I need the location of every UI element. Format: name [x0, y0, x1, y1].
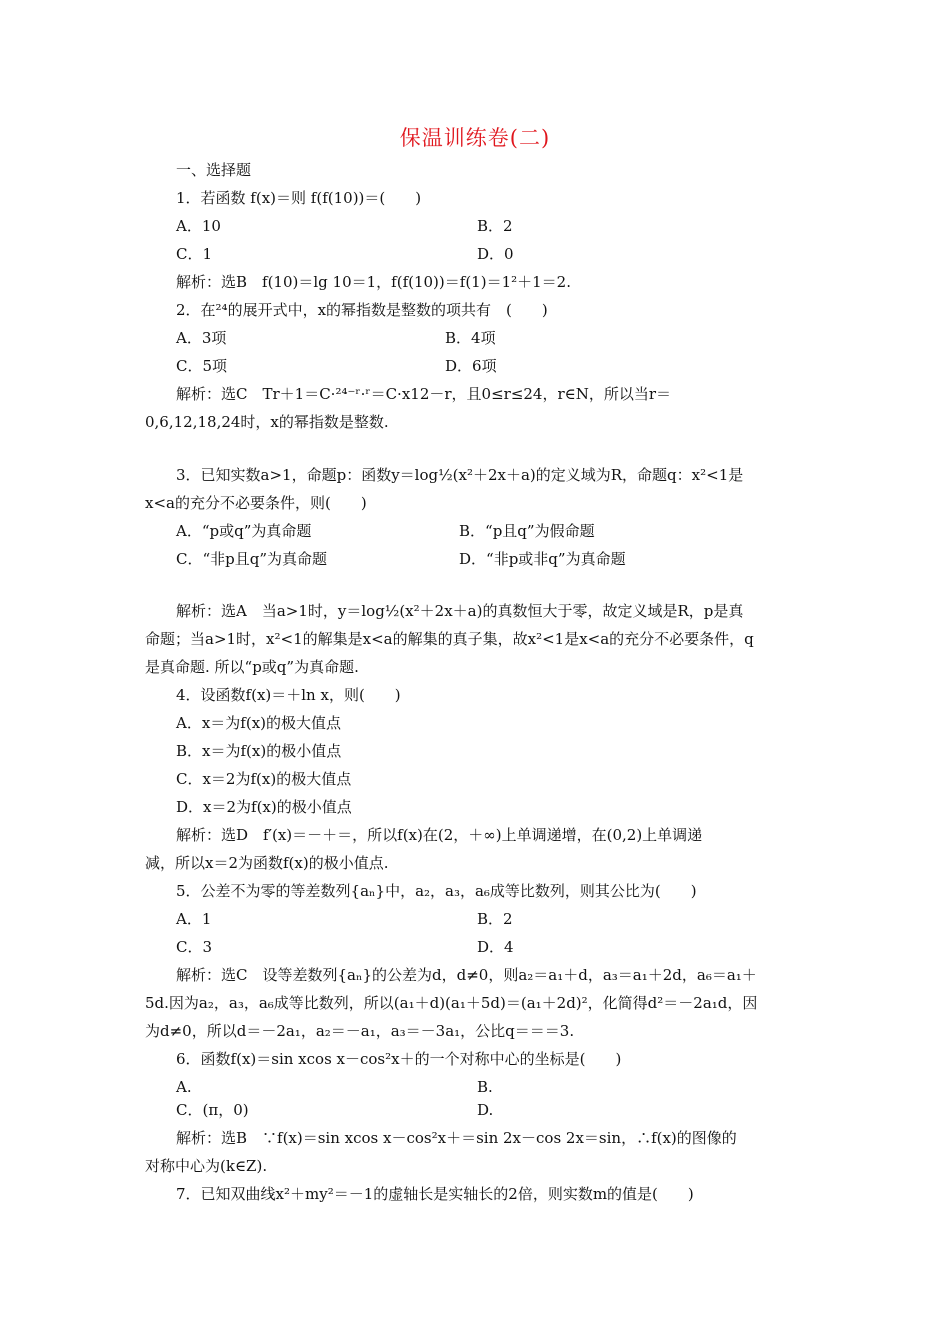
- q5-solution-line1: 解析：选C 设等差数列{aₙ}的公差为d，d≠0，则a₂＝a₁＋d，a₃＝a₁＋2d，a₆＝a₁＋: [176, 966, 757, 984]
- q4-option-a: A．x＝为f(x)的极大值点: [176, 714, 342, 732]
- q2-option-c: C．5项: [176, 357, 228, 375]
- q6-solution-line1: 解析：选B ∵f(x)＝sin xcos x－cos²x＋＝sin 2x－cos 2x＝sin，∴f(x)的图像的: [176, 1129, 737, 1147]
- q4-solution-line1: 解析：选D f′(x)＝－＋＝，所以f(x)在(2，＋∞)上单调递增，在(0,2)上单调递: [176, 826, 703, 844]
- q3-option-b: B．“p且q”为假命题: [459, 522, 595, 540]
- q3-solution-line2: 命题；当a>1时，x²<1的解集是x<a的解集的真子集，故x²<1是x<a的充分不必要条件，q: [145, 630, 754, 648]
- q2-option-b: B．4项: [445, 329, 496, 347]
- q6-option-d: D.: [477, 1101, 494, 1119]
- section-heading: 一、选择题: [176, 161, 252, 179]
- q5-option-a: A．1: [176, 910, 212, 928]
- q5-solution-line2: 5d.因为a₂，a₃，a₆成等比数列，所以(a₁＋d)(a₁＋5d)＝(a₁＋2d)²，化简得d²＝－2a₁d，因: [145, 994, 758, 1012]
- q5-stem: 5．公差不为零的等差数列{aₙ}中，a₂，a₃，a₆成等比数列，则其公比为( ): [176, 882, 697, 900]
- q4-solution-line2: 减，所以x＝2为函数f(x)的极小值点.: [145, 854, 389, 872]
- q1-solution: 解析：选B f(10)＝lg 10＝1，f(f(10))＝f(1)＝1²＋1＝2.: [176, 273, 571, 291]
- q6-solution-line2: 对称中心为(k∈Z).: [145, 1157, 268, 1175]
- q1-stem: 1．若函数 f(x)＝则 f(f(10))＝( ): [176, 189, 422, 207]
- q3-stem-line1: 3．已知实数a>1，命题p：函数y＝log½(x²＋2x＋a)的定义域为R，命题q：x²<1是: [176, 466, 744, 484]
- q1-option-a: A．10: [176, 217, 221, 235]
- q1-option-d: D．0: [477, 245, 514, 263]
- page-title: 保温训练卷(二): [399, 126, 551, 150]
- q3-option-d: D．“非p或非q”为真命题: [459, 550, 626, 568]
- q2-solution-line2: 0,6,12,18,24时，x的幂指数是整数.: [145, 413, 389, 431]
- q5-option-d: D．4: [477, 938, 514, 956]
- q6-option-b: B.: [477, 1078, 493, 1096]
- q4-option-c: C．x＝2为f(x)的极大值点: [176, 770, 352, 788]
- q4-stem: 4．设函数f(x)＝＋ln x，则( ): [176, 686, 401, 704]
- q2-option-d: D．6项: [445, 357, 497, 375]
- q6-option-c: C．(π，0): [176, 1101, 249, 1119]
- q4-option-d: D．x＝2为f(x)的极小值点: [176, 798, 352, 816]
- q5-option-c: C．3: [176, 938, 213, 956]
- q6-option-a: A.: [176, 1078, 192, 1096]
- q5-option-b: B．2: [477, 910, 513, 928]
- q1-option-b: B．2: [477, 217, 513, 235]
- q2-solution-line1: 解析：选C Tr＋1＝C·²⁴⁻ʳ·ʳ＝C·x12－r，且0≤r≤24，r∈N，所以当r＝: [176, 385, 672, 403]
- q3-solution-line3: 是真命题. 所以“p或q”为真命题.: [145, 658, 359, 676]
- q3-stem-line2: x<a的充分不必要条件，则( ): [145, 494, 367, 512]
- q2-stem: 2．在²⁴的展开式中，x的幂指数是整数的项共有 ( ): [176, 301, 548, 319]
- q5-solution-line3: 为d≠0，所以d＝－2a₁，a₂＝－a₁，a₃＝－3a₁，公比q＝＝＝3.: [145, 1022, 575, 1040]
- q2-option-a: A．3项: [176, 329, 227, 347]
- q6-stem: 6．函数f(x)＝sin xcos x－cos²x＋的一个对称中心的坐标是( ): [176, 1050, 622, 1068]
- q1-option-c: C．1: [176, 245, 213, 263]
- q3-solution-line1: 解析：选A 当a>1时，y＝log½(x²＋2x＋a)的真数恒大于零，故定义域是R，p是真: [176, 602, 744, 620]
- q3-option-c: C．“非p且q”为真命题: [176, 550, 328, 568]
- q3-option-a: A．“p或q”为真命题: [176, 522, 312, 540]
- q7-stem: 7．已知双曲线x²＋my²＝－1的虚轴长是实轴长的2倍，则实数m的值是( ): [176, 1185, 694, 1203]
- q4-option-b: B．x＝为f(x)的极小值点: [176, 742, 342, 760]
